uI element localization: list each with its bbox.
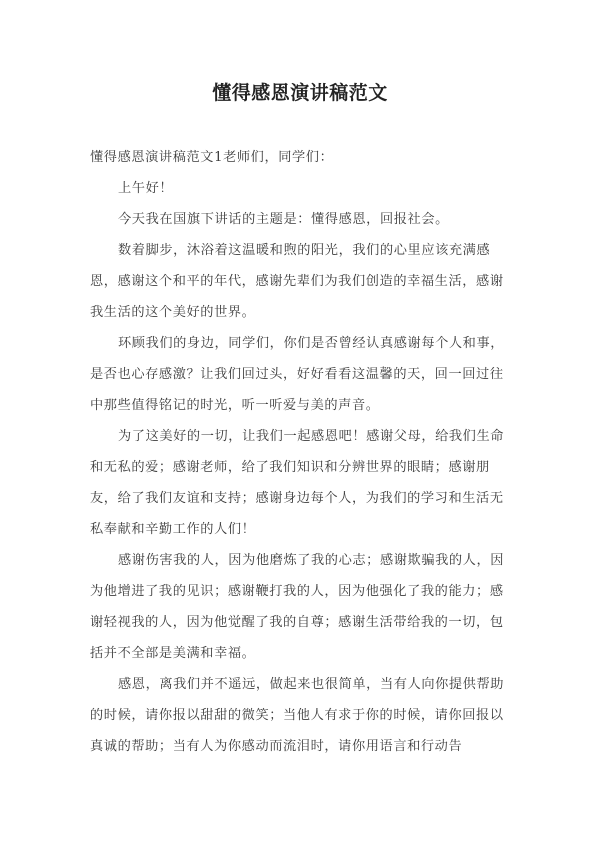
paragraph: 为了这美好的一切，让我们一起感恩吧！感谢父母，给我们生命和无私的爱；感谢老师，给了我们知识和分辨世界的眼睛；感谢朋友，给了我们友谊和支持；感谢身边每个人，为我们的学习和生活无私奉献和辛勤工作的人们！: [90, 429, 505, 537]
document-title: 懂得感恩演讲稿范文: [212, 82, 388, 104]
paragraph: 数着脚步，沐浴着这温暖和煦的阳光，我们的心里应该充满感恩，感谢这个和平的年代，感谢先辈们为我们创造的幸福生活，感谢我生活的这个美好的世界。: [90, 243, 504, 320]
paragraph: 今天我在国旗下讲话的主题是：懂得感恩，回报社会。: [118, 212, 449, 227]
paragraph: 感谢伤害我的人，因为他磨炼了我的心志；感谢欺骗我的人，因为他增进了我的见识；感谢鞭打我的人，因为他强化了我的能力；感谢轻视我的人，因为他觉醒了我的自尊；感谢生活带给我的一切，包括并不全部是美满和幸福。: [90, 553, 505, 661]
paragraph: 环顾我们的身边，同学们，你们是否曾经认真感谢每个人和事，是否也心存感激？让我们回过头，好好看看这温馨的天，回一回过往中那些值得铭记的时光，听一听爱与美的声音。: [90, 336, 505, 413]
paragraph: 感恩，离我们并不遥远，做起来也很简单，当有人向你提供帮助的时候，请你报以甜甜的微笑；当他人有求于你的时候，请你回报以真诚的帮助；当有人为你感动而流泪时，请你用语言和行动告: [90, 677, 505, 754]
greeting-line: 懂得感恩演讲稿范文1老师们，同学们：: [90, 150, 334, 165]
document-body: [90, 142, 510, 762]
paragraph: 上午好！: [118, 181, 174, 196]
